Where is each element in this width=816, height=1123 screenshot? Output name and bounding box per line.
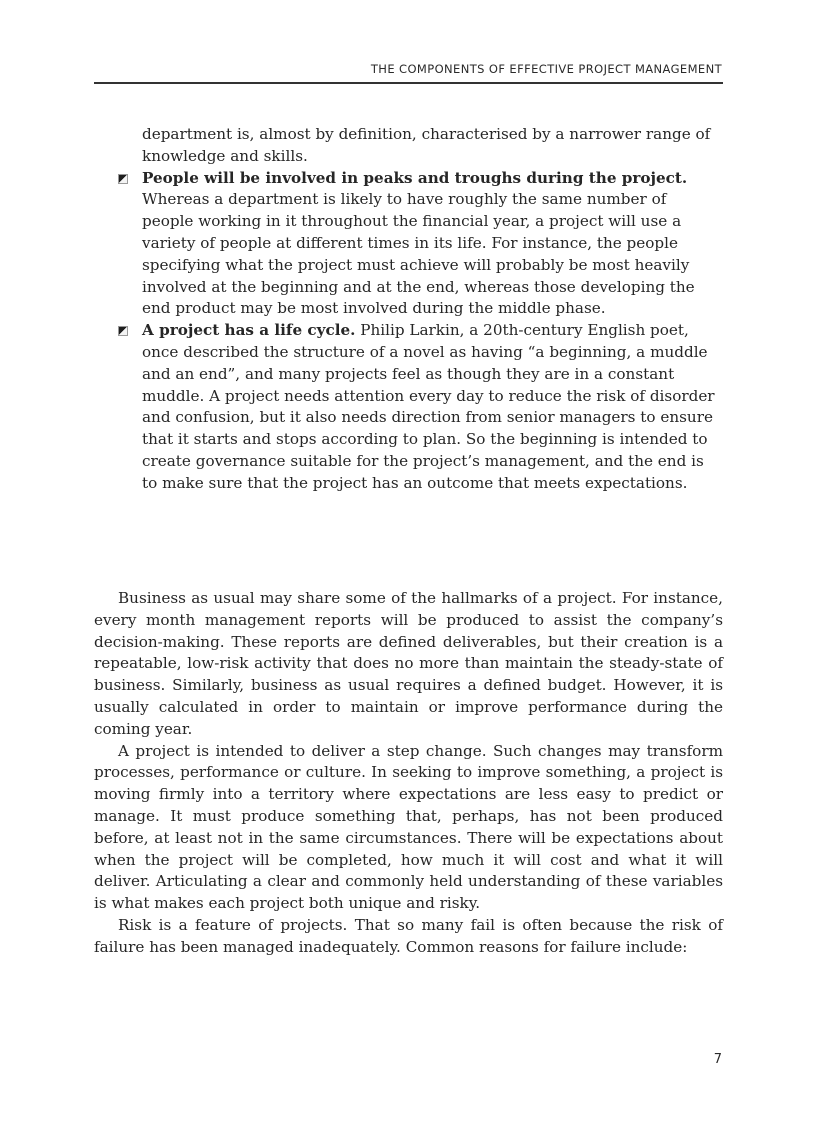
header-rule — [94, 82, 723, 84]
diagonal-square-bullet-icon — [118, 326, 128, 336]
paragraph-step-change: A project is intended to deliver a step change. Such changes may transform processes, performance or culture. In seeking to improve something, a project is moving firmly into a territory where expectations are less easy to predict or manage. It must produce something that, perhaps, has not been produced before, at least not in the same circumstances. There will be expectations about when the project will be completed, how much it will cost and what it will deliver. Articulating a clear and commonly held understanding of these variables is what makes each project both unique and risky. — [94, 741, 723, 913]
page-number: 7 — [713, 1052, 722, 1067]
diagonal-square-bullet-icon — [118, 174, 128, 184]
paragraph-risk: Risk is a feature of projects. That so many fail is often because the risk of failure has been managed inadequately. Common reasons for failure include: — [94, 915, 723, 956]
paragraph-business-as-usual: Business as usual may share some of the hallmarks of a project. For instance, every month management reports will be produced to assist the company’s decision-making. These reports are defined deliverables, but their creation is a repeatable, low-risk activity that does no more than maintain the steady-state of business. Similarly, business as usual requires a defined budget. However, it is usually calculated in order to maintain or improve performance during the coming year. — [94, 589, 723, 738]
bullet-lead-text: A project has a life cycle. — [142, 321, 356, 340]
bullet-list — [142, 124, 722, 495]
bullet-lead-text: People will be involved in peaks and troughs during the project. — [142, 168, 688, 187]
body-paragraphs — [94, 588, 723, 959]
bullet-body-text: Whereas a department is likely to have roughly the same number of people working in it throughout the financial year, a project will use a variety of people at different times in its life. For instance, the people specifying what the project must achieve will probably be most heavily involved at the beginning and at the end, whereas those developing the end product may be most involved during the middle phase. — [142, 190, 695, 318]
running-head: THE COMPONENTS OF EFFECTIVE PROJECT MANAGEMENT — [370, 62, 722, 76]
bullet-item-life-cycle — [142, 320, 722, 494]
bullet-item-peaks-troughs — [142, 168, 722, 321]
bullet-continuation-text: department is, almost by definition, characterised by a narrower range of knowledge and skills. — [142, 125, 711, 165]
bullet-body-text: Philip Larkin, a 20th-century English poet, once described the structure of a novel as having “a beginning, a muddle and an end”, and many projects feel as though they are in a constant muddle. A project needs attention every day to reduce the risk of disorder and confusion, but it also needs direction from senior managers to ensure that it starts and stops according to plan. So the beginning is intended to create governance suitable for the project’s management, and the end is to make sure that the project has an outcome that meets expectations. — [142, 321, 715, 492]
